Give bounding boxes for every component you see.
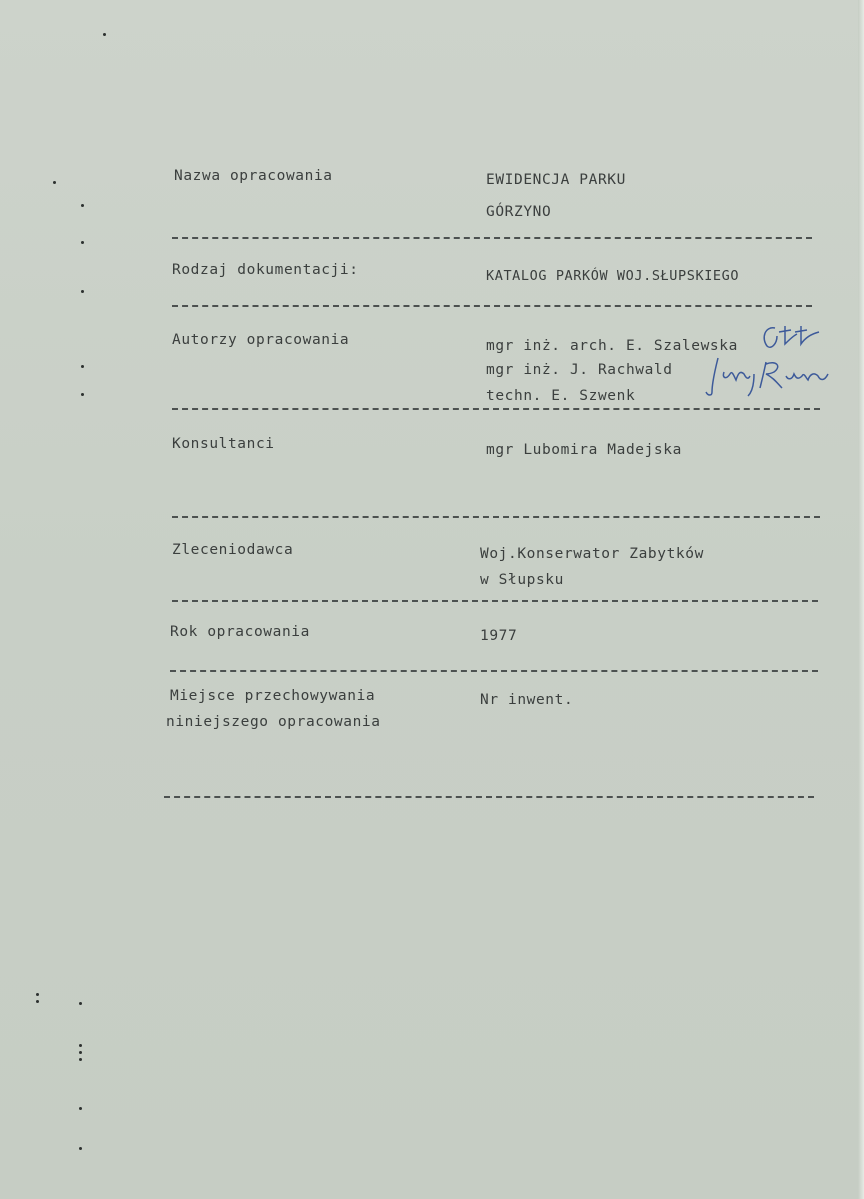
value-autor-2: mgr inż. J. Rachwald [486,362,673,378]
value-zleceniodawca-line-1: Woj.Konserwator Zabytków [480,546,704,562]
punch-mark [79,1044,82,1047]
separator-rule [172,600,818,602]
punch-mark [79,1107,82,1110]
label-zleceniodawca: Zleceniodawca [172,542,294,558]
punch-mark [103,33,106,36]
separator-rule [172,237,812,239]
value-nr-inwent: Nr inwent. [480,692,574,708]
punch-mark [81,241,84,244]
punch-mark [81,365,84,368]
handwritten-signature [700,352,835,400]
punch-mark [36,1000,39,1003]
page-edge [858,0,864,1199]
value-nazwa-line-1: EWIDENCJA PARKU [486,172,626,188]
value-autor-3: techn. E. Szwenk [486,388,636,404]
punch-mark [36,993,39,996]
separator-rule [170,670,818,672]
punch-mark [81,204,84,207]
value-autor-1: mgr inż. arch. E. Szalewska [486,338,738,354]
handwritten-signature [755,322,830,356]
value-konsultanci: mgr Lubomira Madejska [486,442,682,458]
value-nazwa-line-2: GÓRZYNO [486,204,552,220]
punch-mark [79,1058,82,1061]
punch-mark [79,1147,82,1150]
label-autorzy-opracowania: Autorzy opracowania [172,332,350,348]
value-rok-opracowania: 1977 [480,628,518,644]
value-zleceniodawca-line-2: w Słupsku [480,572,564,588]
punch-mark [79,1002,82,1005]
label-miejsce-line-1: Miejsce przechowywania [170,688,376,704]
separator-rule [172,408,820,410]
label-konsultanci: Konsultanci [172,436,275,452]
label-rok-opracowania: Rok opracowania [170,624,310,640]
punch-mark [81,393,84,396]
punch-mark [53,181,56,184]
label-rodzaj-dokumentacji: Rodzaj dokumentacji: [172,262,359,278]
separator-rule [172,516,820,518]
value-rodzaj-dokumentacji: KATALOG PARKÓW WOJ.SŁUPSKIEGO [486,268,740,284]
label-miejsce-line-2: niniejszego opracowania [166,714,381,730]
punch-mark [79,1051,82,1054]
punch-mark [81,290,84,293]
separator-rule [172,305,812,307]
label-nazwa-opracowania: Nazwa opracowania [174,168,333,184]
separator-rule [164,796,814,798]
